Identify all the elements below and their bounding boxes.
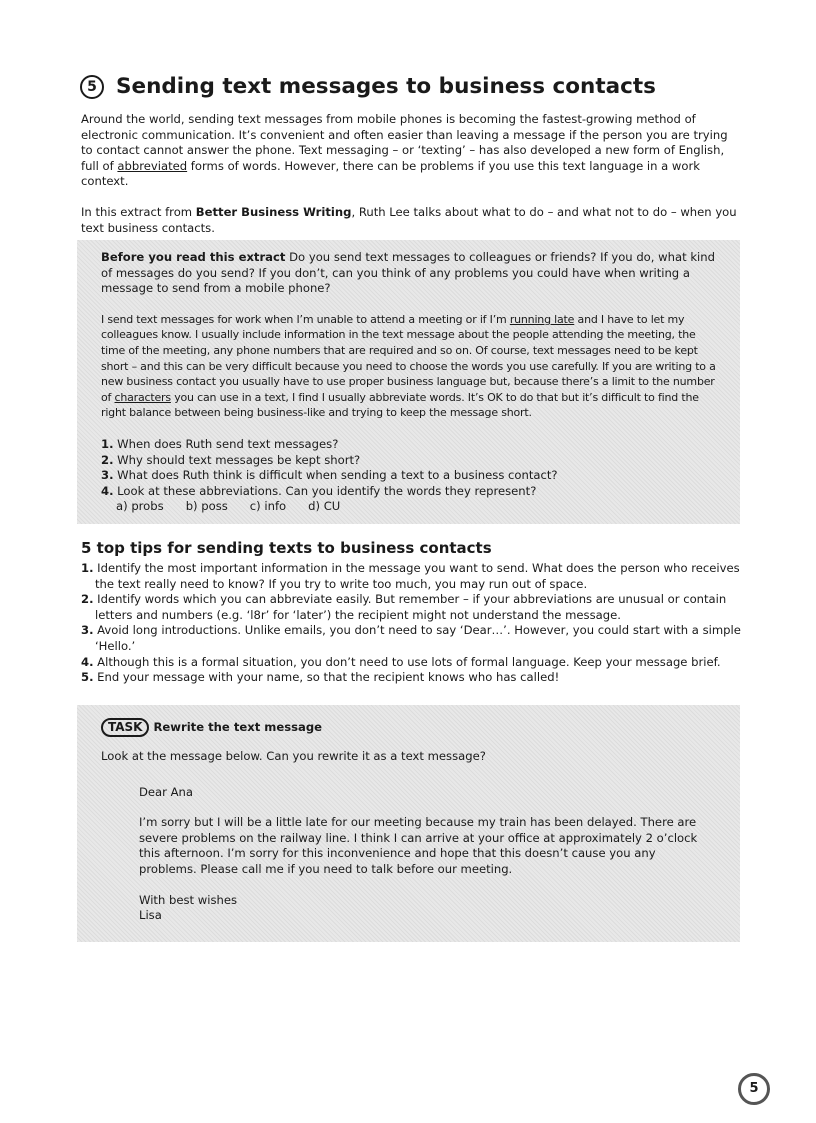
glossary-word: running late: [509, 312, 575, 326]
text: forms of words. However, there can be problems if you use this text language in a work context.: [81, 158, 700, 189]
text: you can use in a text, I find I usually abbreviate words. It’s OK to do that but it’s difficult to find the right balance between being business-like and trying to keep the message short.: [101, 390, 699, 420]
text: Why should text messages be kept short?: [113, 452, 361, 467]
num: 2.: [101, 452, 114, 467]
num: 1.: [81, 561, 94, 575]
task-header: [101, 718, 716, 737]
extract: [101, 312, 716, 421]
num: 3.: [101, 468, 114, 483]
text: When does Ruth send text messages?: [113, 436, 339, 451]
tip: [81, 623, 741, 654]
text: In this extract from: [81, 204, 196, 219]
abbr: c) info: [249, 499, 287, 514]
num: 5.: [81, 670, 94, 685]
tip: [81, 561, 741, 592]
section-title: [80, 72, 656, 102]
glossary-word: abbreviated: [117, 158, 188, 173]
tips-heading: 5 top tips for sending texts to business contacts: [81, 539, 492, 557]
task-title: Rewrite the text message: [153, 720, 323, 734]
greeting: Dear Ana: [139, 784, 194, 799]
task-badge: TASK: [101, 718, 149, 737]
signature: Lisa: [139, 908, 162, 923]
intro: [81, 112, 741, 236]
question: [101, 453, 716, 469]
book-title: Better Business Writing: [195, 204, 352, 219]
letter: [101, 785, 701, 924]
num: 4.: [101, 483, 114, 498]
abbr: b) poss: [185, 499, 228, 514]
glossary-word: characters: [114, 390, 171, 404]
text: Do you send text messages to colleagues or friends? If you do, what kind of messages do you send? If you don’t, can you think of any problems you could have when writing a message to send from a mobile phone?: [101, 250, 715, 296]
tip: [81, 592, 741, 623]
tip: [81, 670, 741, 686]
task-instruction: Look at the message below. Can you rewrite it as a text message?: [101, 749, 486, 763]
text: Identify words which you can abbreviate easily. But remember – if your abbreviations are unusual or contain letters and numbers (e.g. ‘l8r’ for ‘later’) the recipient might not understand the message.: [93, 592, 727, 622]
text: Around the world, sending text messages from mobile phones is becoming the fastest-growing method of electronic communication. It’s convenient and often easier than leaving a message if the person you are trying to contact cannot answer the phone. Text messaging – or ‘texting’ – has also developed a new form of English, full of: [81, 112, 728, 173]
tip: [81, 655, 741, 671]
title-text: Sending text messages to business contacts: [116, 74, 656, 99]
text: Look at these abbreviations. Can you identify the words they represent?: [113, 483, 537, 498]
text: End your message with your name, so that the recipient knows who has called!: [93, 670, 560, 685]
abbreviations: [101, 499, 716, 515]
question: [101, 437, 716, 453]
intro-p1: [81, 112, 741, 190]
tips: [81, 537, 741, 686]
questions: [101, 437, 716, 515]
text: , Ruth Lee talks about what to do – and what not to do – when you text business contacts.: [81, 204, 737, 235]
intro-p2: [81, 205, 741, 236]
abbr: a) probs: [116, 499, 164, 514]
lead: Before you read this extract: [101, 250, 286, 264]
num: 1.: [101, 436, 114, 451]
tips-list: [81, 561, 741, 686]
abbr: d) CU: [308, 499, 341, 514]
pre-reading: [101, 250, 716, 297]
reading-box: [77, 240, 740, 524]
question: [101, 484, 716, 500]
text: Although this is a formal situation, you don’t need to use lots of formal language. Keep your message brief.: [93, 654, 721, 669]
question: [101, 468, 716, 484]
section-number: 5: [80, 75, 104, 99]
num: 3.: [81, 623, 94, 638]
text: and I have to let my colleagues know. I usually include information in the text message about the people attending the meeting, the time of the meeting, any phone numbers that are required and so on. Of course, text messages need to be kept short – and this can be very difficult because you need to choose the words you use carefully. If you are writing to a new business contact you usually have to use proper business language but, because there’s a limit to the number of: [101, 312, 716, 404]
num: 2.: [81, 592, 94, 607]
text: Avoid long introductions. Unlike emails, you don’t need to say ‘Dear…’. However, you could start with a simple ‘Hello.’: [93, 623, 741, 653]
task-box: [77, 705, 740, 942]
text: Identify the most important information in the message you want to send. What does the person who receives the text really need to know? If you try to write too much, you may run out of space.: [93, 561, 740, 591]
letter-body: I’m sorry but I will be a little late for our meeting because my train has been delayed. There are severe problems on the railway line. I think I can arrive at your office at approximately 2 o’clock this afternoon. I’m sorry for this inconvenience and hope that this doesn’t cause you any problems. Please call me if you need to talk before our meeting.: [139, 815, 698, 876]
page-number: 5: [738, 1073, 770, 1105]
text: What does Ruth think is difficult when sending a text to a business contact?: [113, 468, 558, 483]
text: I send text messages for work when I’m unable to attend a meeting or if I’m: [101, 312, 510, 326]
closing: With best wishes: [139, 892, 238, 907]
num: 4.: [81, 654, 94, 669]
